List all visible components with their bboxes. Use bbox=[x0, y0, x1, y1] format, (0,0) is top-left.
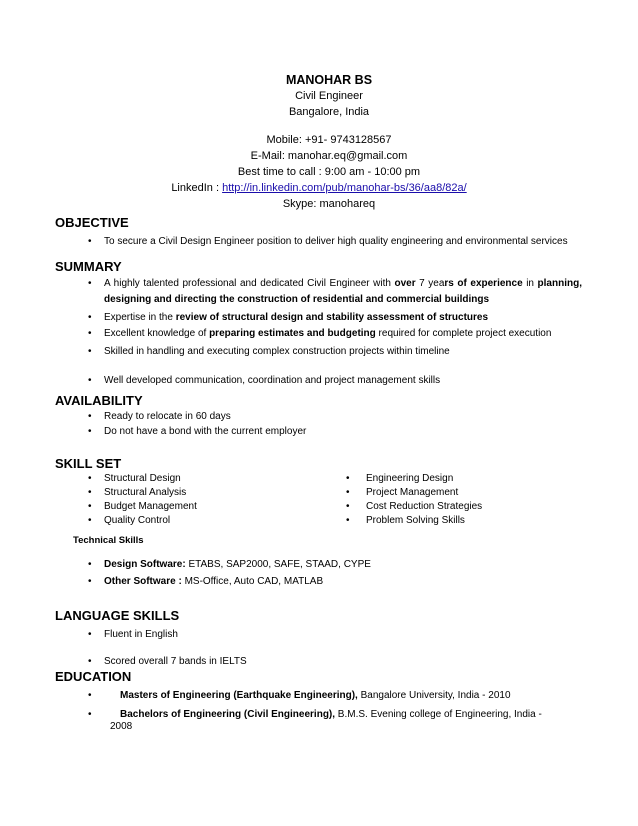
bullet-icon: • bbox=[88, 487, 92, 498]
list-item bbox=[88, 687, 588, 704]
bullet-icon: • bbox=[88, 629, 92, 640]
list-item bbox=[346, 472, 586, 486]
list-item bbox=[88, 310, 582, 325]
candidate-location: Bangalore, India bbox=[288, 106, 370, 118]
list-item bbox=[88, 424, 588, 439]
degree-name: Bachelors of Engineering (Civil Engineering), bbox=[120, 709, 336, 720]
bullet-icon: • bbox=[88, 236, 92, 247]
bullet-icon: • bbox=[346, 501, 350, 512]
skill-text: Cost Reduction Strategies bbox=[366, 501, 483, 512]
bullet-icon: • bbox=[88, 426, 92, 437]
summary-text: Excellent knowledge of bbox=[104, 328, 210, 339]
language-list bbox=[88, 627, 588, 669]
linkedin-label: LinkedIn : bbox=[171, 182, 223, 194]
bullet-icon: • bbox=[88, 411, 92, 422]
list-item bbox=[88, 472, 328, 486]
list-item bbox=[88, 627, 588, 642]
list-item bbox=[88, 326, 582, 341]
degree-name: Masters of Engineering (Earthquake Engineering), bbox=[120, 690, 358, 701]
availability-text: Ready to relocate in 60 days bbox=[104, 411, 231, 422]
objective-heading: OBJECTIVE bbox=[55, 215, 129, 230]
skill-text: Structural Analysis bbox=[104, 487, 187, 498]
resume-header bbox=[0, 72, 638, 212]
language-skills-heading: LANGUAGE SKILLS bbox=[55, 608, 180, 623]
list-item bbox=[88, 500, 328, 514]
bullet-icon: • bbox=[88, 515, 92, 526]
bullet-icon: • bbox=[346, 515, 350, 526]
list-item bbox=[88, 344, 582, 359]
availability-text: Do not have a bond with the current employer bbox=[104, 426, 307, 437]
summary-text: required for complete project execution bbox=[375, 328, 552, 339]
bullet-icon: • bbox=[346, 473, 350, 484]
summary-emphasis: rs of experience bbox=[444, 278, 523, 289]
software-value: MS-Office, Auto CAD, MATLAB bbox=[181, 576, 324, 587]
technical-skills-list bbox=[88, 556, 588, 590]
list-item bbox=[88, 514, 328, 528]
degree-details: Bangalore University, India - 2010 bbox=[357, 690, 511, 701]
list-item bbox=[346, 514, 586, 528]
bullet-icon: • bbox=[88, 346, 92, 357]
summary-text: Expertise in the bbox=[104, 312, 176, 323]
email-address: E-Mail: manohar.eq@gmail.com bbox=[250, 150, 408, 162]
bullet-icon: • bbox=[88, 328, 92, 339]
bullet-icon: • bbox=[88, 709, 92, 720]
software-value: ETABS, SAP2000, SAFE, STAAD, CYPE bbox=[185, 559, 371, 570]
list-item bbox=[88, 486, 328, 500]
summary-text: 7 yea bbox=[415, 278, 445, 289]
summary-text: Skilled in handling and executing complex construction projects within timeline bbox=[104, 346, 450, 357]
list-item bbox=[88, 556, 588, 573]
education-heading: EDUCATION bbox=[55, 669, 132, 684]
summary-text: Well developed communication, coordination and project management skills bbox=[104, 375, 441, 386]
summary-emphasis: review of structural design and stability assessment of structures bbox=[175, 312, 489, 323]
bullet-icon: • bbox=[88, 375, 92, 386]
list-item bbox=[88, 409, 588, 424]
objective-text: To secure a Civil Design Engineer position to deliver high quality engineering and environmental services bbox=[104, 236, 568, 247]
list-item bbox=[88, 276, 582, 308]
mobile-number: Mobile: +91- 9743128567 bbox=[266, 134, 392, 146]
bullet-icon: • bbox=[88, 690, 92, 701]
software-label: Design Software: bbox=[104, 559, 186, 570]
list-item bbox=[346, 500, 586, 514]
list-item bbox=[88, 373, 582, 388]
list-item bbox=[88, 573, 588, 590]
availability-list bbox=[88, 409, 588, 439]
summary-emphasis: planning, designing and directing the construction of residential and commercial buildings bbox=[104, 278, 582, 305]
skill-text: Problem Solving Skills bbox=[366, 515, 465, 526]
list-item bbox=[88, 234, 608, 249]
header-gap bbox=[0, 120, 638, 132]
technical-skills-heading: Technical Skills bbox=[73, 535, 144, 546]
linkedin-line bbox=[0, 180, 638, 196]
bullet-icon: • bbox=[88, 576, 92, 587]
list-item bbox=[346, 486, 586, 500]
skill-text: Engineering Design bbox=[366, 473, 454, 484]
skill-text: Budget Management bbox=[104, 501, 197, 512]
summary-text: A highly talented professional and dedicated Civil Engineer with bbox=[104, 278, 395, 289]
candidate-title: Civil Engineer bbox=[295, 90, 363, 102]
skill-text: Quality Control bbox=[104, 515, 171, 526]
degree-year: 2008 bbox=[110, 721, 133, 732]
call-time: Best time to call : 9:00 am - 10:00 pm bbox=[237, 166, 421, 178]
language-text: Fluent in English bbox=[104, 629, 178, 640]
software-label: Other Software : bbox=[104, 576, 182, 587]
candidate-name: MANOHAR BS bbox=[285, 73, 373, 87]
summary-list bbox=[88, 276, 582, 388]
degree-details: B.M.S. Evening college of Engineering, India - bbox=[335, 709, 542, 720]
objective-list bbox=[88, 234, 608, 249]
skill-set-heading: SKILL SET bbox=[55, 456, 122, 471]
bullet-icon: • bbox=[88, 559, 92, 570]
skill-text: Project Management bbox=[366, 487, 459, 498]
bullet-icon: • bbox=[88, 312, 92, 323]
bullet-icon: • bbox=[88, 501, 92, 512]
bullet-icon: • bbox=[88, 656, 92, 667]
summary-text: in bbox=[522, 278, 538, 289]
list-item bbox=[88, 654, 588, 669]
bullet-icon: • bbox=[88, 473, 92, 484]
list-item bbox=[88, 706, 588, 723]
education-list bbox=[88, 687, 588, 723]
bullet-icon: • bbox=[346, 487, 350, 498]
availability-heading: AVAILABILITY bbox=[55, 393, 143, 408]
skills-left-list bbox=[88, 472, 328, 528]
summary-emphasis: over bbox=[394, 278, 416, 289]
summary-heading: SUMMARY bbox=[55, 259, 122, 274]
skill-text: Structural Design bbox=[104, 473, 181, 484]
summary-emphasis: preparing estimates and budgeting bbox=[209, 328, 376, 339]
linkedin-link[interactable]: http://in.linkedin.com/pub/manohar-bs/36/aa8/82a/ bbox=[222, 182, 467, 194]
skills-right-list bbox=[346, 472, 586, 528]
language-text: Scored overall 7 bands in IELTS bbox=[104, 656, 247, 667]
skype-id: Skype: manohareq bbox=[282, 198, 376, 210]
bullet-icon: • bbox=[88, 278, 92, 289]
